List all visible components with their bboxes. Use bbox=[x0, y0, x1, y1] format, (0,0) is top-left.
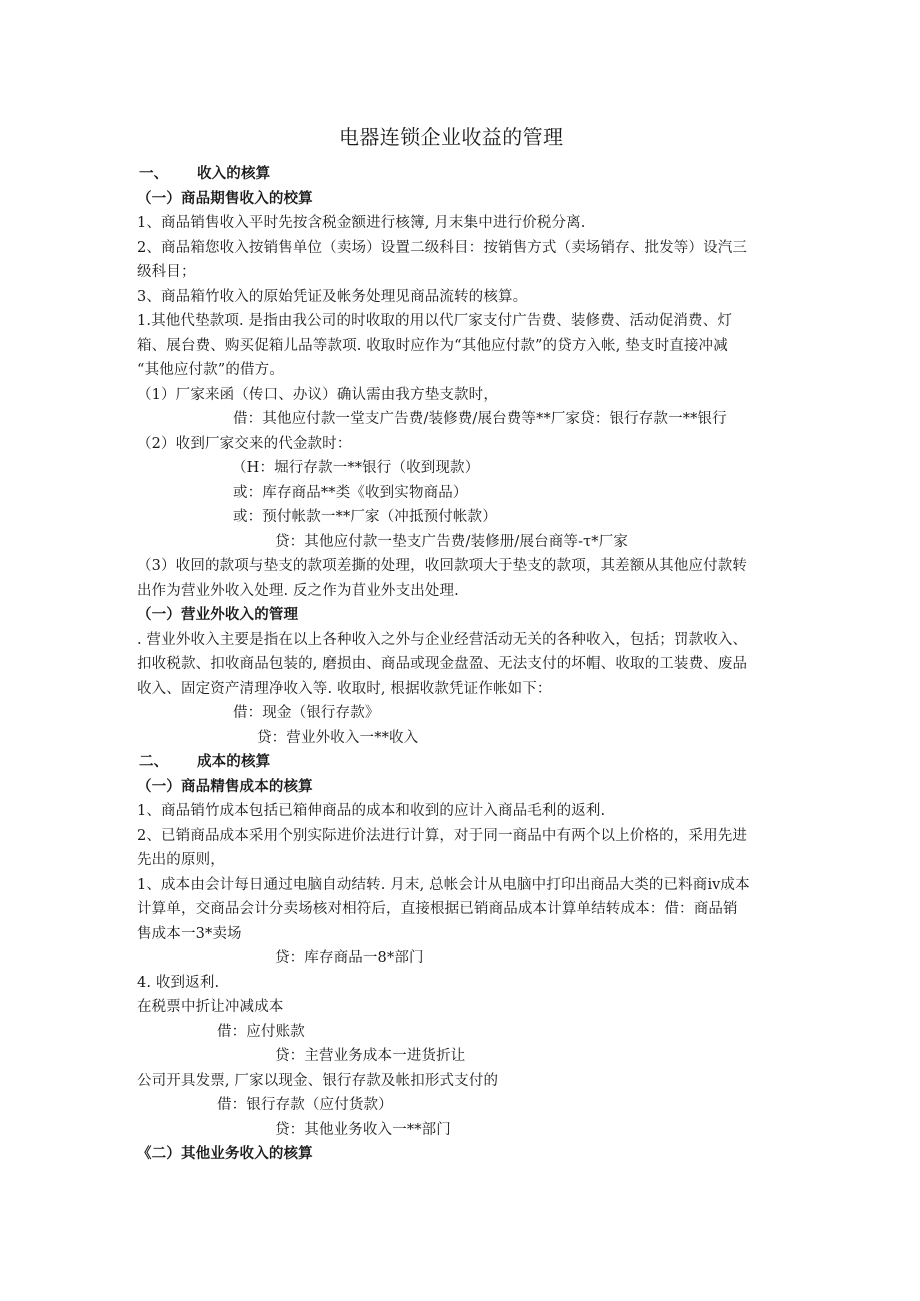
journal-entry-line: 贷：主营业务成本一进货折让 bbox=[275, 1048, 466, 1064]
section-number: 二、 bbox=[139, 754, 169, 770]
body-line: 收入、固定资产清理净收入等. 收取时, 根据收款凭证作帐如下： bbox=[137, 681, 552, 697]
body-line: 1.其他代垫款项. 是指由我公司的时收取的用以代厂家支付广告费、装修费、活动促消费、灯 bbox=[137, 313, 732, 329]
journal-entry-line: 或：库存商品**类《收到实物商品） bbox=[233, 485, 468, 501]
body-line: 先出的原则， bbox=[137, 852, 225, 868]
journal-entry-line: 贷：库存商品一8*部门 bbox=[275, 950, 424, 966]
body-line: 出作为营业外收入处理. 反之作为苜业外支出处理. bbox=[137, 583, 459, 599]
body-line: （3）收回的款项与垫支的款项差撕的处理，收回款项大于垫支的款项，其差额从其他应付款转 bbox=[137, 558, 748, 574]
journal-entry-line: 或：预付帐款一**厂家（冲抵预付帐款） bbox=[233, 509, 497, 525]
body-line: 2、已销商品成本采用个别实际进价法进行计算，对于同一商品中有两个以上价格的，采用先进 bbox=[137, 828, 748, 844]
subsection-heading: （一）营业外收入的管理 bbox=[137, 607, 299, 623]
body-line: 1、商品销竹成本包括已箱伸商品的成本和收到的应计入商品毛利的返利. bbox=[137, 803, 606, 819]
body-line: 2、商品箱您收入按销售单位（卖场）设置二级科目：按销售方式（卖场销存、批发等）设汽三 bbox=[137, 240, 748, 256]
journal-entry-line: 贷：其他应付款一垫支广告费/装修册/展台商等-τ*厂家 bbox=[275, 534, 628, 550]
journal-entry-line: （H：堀行存款一**银行（收到现款） bbox=[232, 460, 480, 476]
journal-entry-line: 借：现金（银行存款》 bbox=[233, 705, 380, 721]
journal-entry-line: 借：其他应付款一堂支广告费/装修费/展台费等**厂家贷：银行存款一**银行 bbox=[233, 411, 727, 427]
body-line: 售成本一3*卖场 bbox=[137, 926, 242, 942]
journal-entry-line: 借：银行存款（应付货款） bbox=[217, 1097, 393, 1113]
body-line: “其他应付款”的借方。 bbox=[137, 362, 284, 378]
subsection-heading: （一）商品精售成本的核算 bbox=[137, 779, 313, 795]
body-line: （1）厂家来函（传口、办议）确认需由我方垫支款时， bbox=[137, 387, 498, 403]
journal-entry-line: 贷：其他业务收入一**部门 bbox=[275, 1122, 451, 1138]
body-line: 1、商品销售收入平时先按含税金额进行核簿, 月末集中进行价税分离. bbox=[137, 215, 586, 231]
section-title: 成本的核算 bbox=[197, 754, 271, 770]
body-line: 扣收税款、扣收商品包装的, 磨损由、商品或现金盘盈、无法支付的坏帽、收取的工装费、废品 bbox=[137, 656, 748, 672]
body-line: 4. 收到返利. bbox=[137, 975, 220, 991]
section-title: 收入的核算 bbox=[197, 166, 271, 182]
body-line: 计算单，交商品会计分卖场核对相符后，直接根据已销商品成本计算单结转成本：借：商品销 bbox=[137, 901, 738, 917]
document-title: 电器连锁企业收益的管理 bbox=[339, 125, 564, 149]
subsection-heading: （一）商品期售收入的校算 bbox=[137, 191, 313, 207]
subsection-heading: 《二）其他业务收入的核算 bbox=[137, 1146, 313, 1162]
journal-entry-line: 贷：营业外收入一**收入 bbox=[257, 730, 419, 746]
body-line: （2）收到厂家交来的代金款时： bbox=[137, 436, 352, 452]
body-line: 在税票中折让冲减成本 bbox=[137, 999, 284, 1015]
body-line: . 营业外收入主要是指在以上各种收入之外与企业经营活动无关的各种收入，包括；罚款收入、 bbox=[137, 632, 748, 648]
section-number: 一、 bbox=[139, 166, 169, 182]
body-line: 3、商品箱竹收入的原始凭证及帐务处理见商品流转的核算。 bbox=[137, 289, 528, 305]
body-line: 公司开具发票, 厂家以现金、银行存款及帐扣形式支付的 bbox=[137, 1073, 499, 1089]
body-line: 级科目； bbox=[137, 264, 196, 280]
body-line: 1、成本由会计每日通过电脑自动结转. 月末, 总帐会计从电脑中打印出商品大类的已料商ⅳ成本 bbox=[137, 877, 750, 893]
section-heading-2 bbox=[139, 753, 270, 771]
body-line: 箱、展台费、购买促箱儿品等款项. 收取时应作为“其他应付款”的贷方入帐, 垫支时直接冲减 bbox=[137, 338, 728, 354]
journal-entry-line: 借：应付账款 bbox=[217, 1024, 305, 1040]
section-heading-1 bbox=[139, 165, 270, 183]
